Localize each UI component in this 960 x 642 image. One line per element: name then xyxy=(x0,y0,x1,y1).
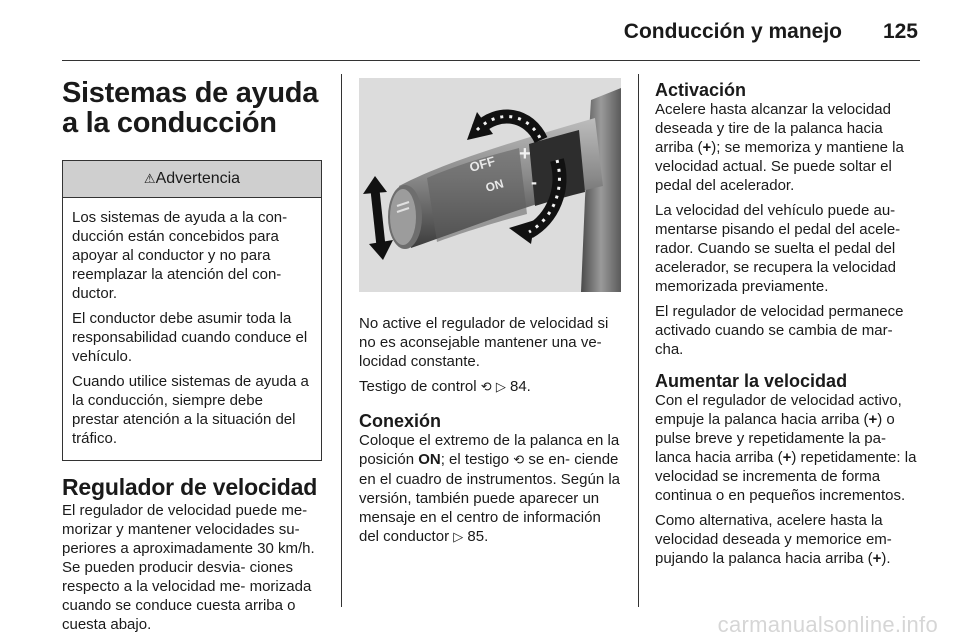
label-minus: - xyxy=(531,172,537,192)
page-header xyxy=(0,0,960,60)
cruise-control-icon: ⟲ xyxy=(480,380,492,395)
warning-paragraph-1: Los sistemas de ayuda a la con- ducción están concebidos para apoyar al conductor y no para reemplazar la atención del con- ductor. xyxy=(72,209,288,302)
watermark: carmanualsonline.info xyxy=(717,612,938,637)
column-1 xyxy=(62,74,324,640)
connection-text-b: ; el testigo xyxy=(440,451,510,468)
activation-text-a: Acelere hasta alcanzar la velocidad deseada y tire de la palanca hacia arriba ( xyxy=(655,101,891,156)
connection-on-label: ON xyxy=(418,451,441,468)
warning-note: No active el regulador de velocidad si no es aconsejable mantener una ve- locidad constante. xyxy=(359,315,609,370)
label-off: OFF xyxy=(467,153,497,175)
increase-alt-text-b: ). xyxy=(881,550,891,567)
label-on: ON xyxy=(483,176,506,195)
header-rule xyxy=(62,60,920,61)
warning-header xyxy=(63,161,321,198)
increase-text-b: ) o pulse breve y repetidamente la pa- lanca hacia arriba ( xyxy=(655,411,895,466)
activation-heading: Activación xyxy=(655,80,747,100)
cruise-control-heading: Regulador de velocidad xyxy=(62,474,318,500)
warning-box xyxy=(62,160,322,461)
column-2 xyxy=(359,78,621,553)
column-divider-1 xyxy=(341,74,342,607)
warning-paragraph-2: El conductor debe asumir toda la responsabilidad cuando conduce el vehículo. xyxy=(72,310,308,365)
increase-alt-text-a: Como alternativa, acelere hasta la velocidad deseada y memorice em- pujando la palanca hacia arriba ( xyxy=(655,512,892,567)
control-indicator-text: Testigo de control xyxy=(359,378,477,395)
warning-title: Advertencia xyxy=(155,170,241,187)
connection-paragraph xyxy=(359,431,621,547)
increase-text-c: ) repetidamente: la velocidad se incrementa de forma continua o en pequeños incrementos. xyxy=(655,449,917,504)
column-divider-2 xyxy=(638,74,639,607)
activation-paragraph-3: El regulador de velocidad permanece activado cuando se cambia de mar- cha. xyxy=(655,303,904,358)
connection-ref: 85. xyxy=(467,528,489,545)
section-title: Sistemas de ayuda a la conducción xyxy=(62,77,319,139)
activation-paragraph-1 xyxy=(655,100,922,195)
connection-text-a: Coloque el extremo de la palanca en la posición xyxy=(359,432,620,468)
warning-body xyxy=(63,198,321,460)
increase-paragraph-1 xyxy=(655,391,922,505)
activation-text-b: ); se memoriza y mantiene la velocidad actual. Se puede soltar el pedal del acelerador. xyxy=(655,139,904,194)
warning-icon: ⚠ xyxy=(143,172,156,187)
connection-heading: Conexión xyxy=(359,411,442,431)
cruise-control-icon: ⟲ xyxy=(513,453,525,468)
plus-symbol: + xyxy=(702,139,712,156)
increase-text-a: Con el regulador de velocidad activo, empuje la palanca hacia arriba ( xyxy=(655,392,902,428)
activation-paragraph-2: La velocidad del vehículo puede au- mentarse pisando el pedal del acele- rador. Cuando se suelta el pedal del acelerador, se recupera la velocidad memorizada previamente. xyxy=(655,202,901,295)
label-plus: + xyxy=(519,143,531,165)
plus-symbol: + xyxy=(868,411,878,428)
page-reference-icon: ▷ xyxy=(453,530,464,545)
page-number: 125 xyxy=(882,20,918,43)
header-title: Conducción y manejo xyxy=(623,20,842,43)
cruise-lever-illustration xyxy=(359,78,621,292)
page-reference-icon: ▷ xyxy=(495,380,506,395)
lever-drawing xyxy=(359,78,621,292)
cruise-control-intro: El regulador de velocidad puede me- morizar y mantener velocidades su- periores a aproximadamente 30 km/h. Se pueden producir desvia- ciones respecto a la velocidad me- morizada cuando se conduce cuesta arriba o cuesta abajo. xyxy=(62,502,315,633)
increase-speed-heading: Aumentar la velocidad xyxy=(655,371,848,391)
warning-paragraph-3: Cuando utilice sistemas de ayuda a la conducción, siempre debe prestar atención a la situación del tráfico. xyxy=(72,373,309,447)
plus-symbol: + xyxy=(872,550,882,567)
control-indicator xyxy=(359,377,621,397)
plus-symbol: + xyxy=(782,449,792,466)
control-indicator-ref: 84. xyxy=(510,378,531,395)
increase-paragraph-2 xyxy=(655,511,922,568)
connection-text-c: se en- ciende en el cuadro de instrumentos. Según la versión, también puede aparecer un mensaje en el centro de información del conductor xyxy=(359,451,620,545)
column-3 xyxy=(655,74,922,574)
